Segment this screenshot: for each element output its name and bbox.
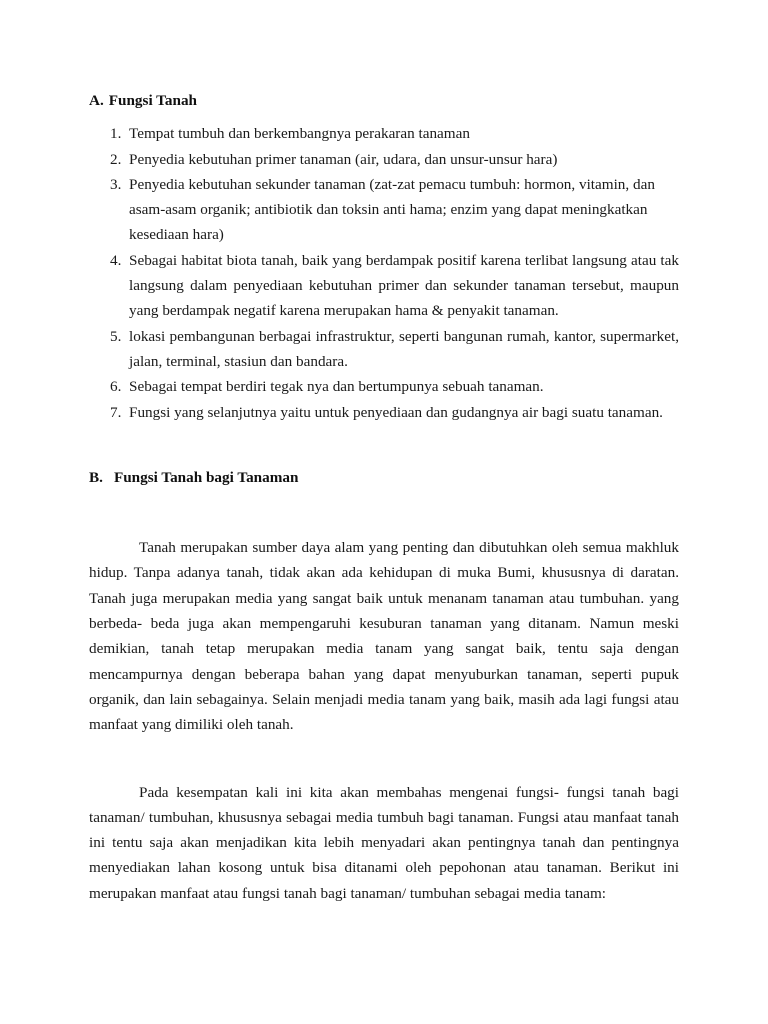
section-a-title: Fungsi Tanah <box>108 92 197 109</box>
list-item <box>89 400 679 425</box>
body-paragraph: Tanah merupakan sumber daya alam yang penting dan dibutuhkan oleh semua makhluk hidup. Tanpa adanya tanah, tidak akan ada kehidupan di muka Bumi, khususnya di daratan. Tanah juga merupakan media yang sangat baik untuk menanam tanaman atau tumbuhan. yang berbeda- beda juga akan mempengaruhi kesuburan tanaman yang ditanam. Namun meski demikian, tanah tetap merupakan media tanam yang sangat baik, tentu saja dengan mencampurnya dengan beberapa bahan yang dapat menyuburkan tanaman, seperti pupuk organik, dan lain sebagainya. Selain menjadi media tanam yang baik, masih ada lagi fungsi atau manfaat yang dimiliki oleh tanah. <box>89 539 679 734</box>
list-item <box>89 172 679 248</box>
section-a-marker: A. <box>89 92 104 109</box>
section-heading-a <box>89 88 679 113</box>
list-item-text: Sebagai habitat biota tanah, baik yang berdampak positif karena terlibat langsung atau tak langsung dalam penyediaan kebutuhan primer dan sekunder tanaman tersebut, maupun yang berdampak negatif karena merupakan hama & penyakit tanaman. <box>129 251 679 320</box>
list-item-number: 6. <box>110 378 122 396</box>
section-b-marker: B. <box>89 468 103 486</box>
list-item-text: Tempat tumbuh dan berkembangnya perakaran tanaman <box>129 125 470 143</box>
body-paragraph: Pada kesempatan kali ini kita akan membahas mengenai fungsi- fungsi tanah bagi tanaman/ tumbuhan, khususnya sebagai media tumbuh bagi tanaman. Fungsi atau manfaat tanah ini tentu saja akan menjadikan kita lebih menyadari akan pentingnya tanah dan pentingnya menyediakan lahan kosong untuk bisa ditanami oleh pepohonan atau tanaman. Berikut ini merupakan manfaat atau fungsi tanah bagi tanaman/ tumbuhan sebagai media tanam: <box>89 783 679 902</box>
list-item-text: Penyedia kebutuhan primer tanaman (air, udara, dan unsur-unsur hara) <box>129 150 558 168</box>
list-item-text: Sebagai tempat berdiri tegak nya dan bertumpunya sebuah tanaman. <box>129 378 544 396</box>
list-item-text: Penyedia kebutuhan sekunder tanaman (zat-zat pemacu tumbuh: hormon, vitamin, dan asam-asam organik; antibiotik dan toksin anti hama; enzim yang dapat meningkatkan kesediaan hara) <box>129 175 655 244</box>
section-heading-b <box>89 465 679 490</box>
list-item-text: lokasi pembangunan berbagai infrastruktur, seperti bangunan rumah, kantor, supermarket, jalan, terminal, stasiun dan bandara. <box>129 327 679 370</box>
fungsi-tanah-list <box>89 121 679 425</box>
section-b-title: Fungsi Tanah bagi Tanaman <box>113 468 299 486</box>
list-item <box>89 374 679 399</box>
list-item <box>89 324 679 375</box>
list-item-number: 2. <box>110 150 122 168</box>
list-item-number: 3. <box>110 175 122 193</box>
list-item <box>89 121 679 146</box>
list-item-number: 1. <box>110 125 122 143</box>
list-item-number: 4. <box>110 251 122 269</box>
document-content <box>89 88 679 906</box>
list-item-number: 7. <box>110 403 122 421</box>
list-item <box>89 248 679 324</box>
list-item-number: 5. <box>110 327 122 345</box>
list-item <box>89 147 679 172</box>
list-item-text: Fungsi yang selanjutnya yaitu untuk penyediaan dan gudangnya air bagi suatu tanaman. <box>129 403 663 421</box>
